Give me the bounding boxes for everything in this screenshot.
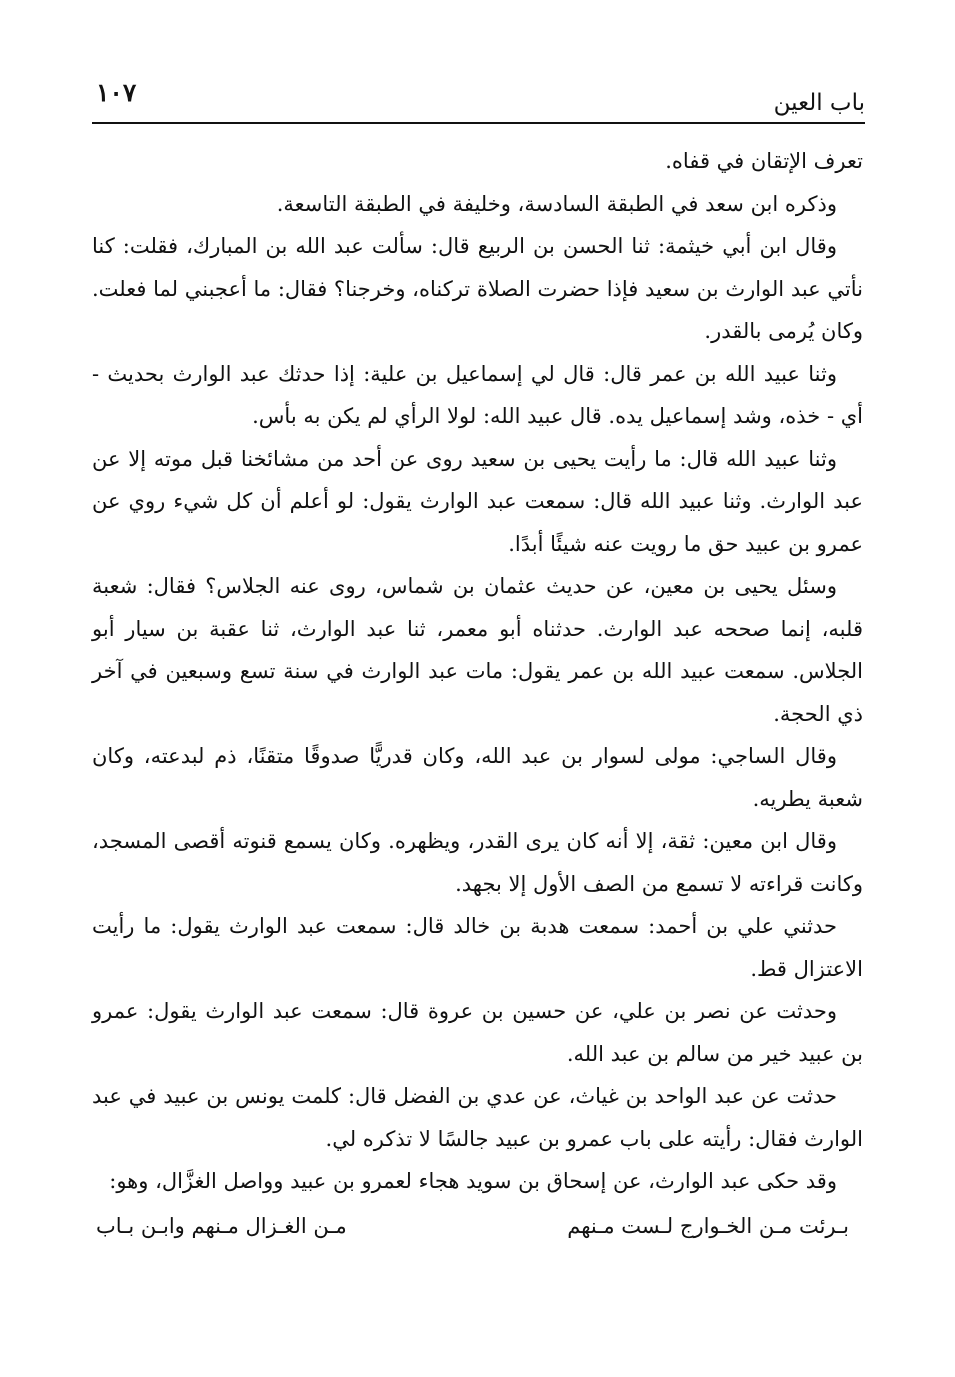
- paragraph: وثنا عبيد الله قال: ما رأيت يحيى بن سعيد روى عن أحد من مشائخنا قبل موته إلا عن عبد الوارث. وثنا عبيد الله قال: سمعت عبد الوارث يقول: لو أعلم أن كل شيء روي عن عمرو بن عبيد حق ما رويت عنه شيئًا أبدًا.: [92, 446, 863, 556]
- poem-verse: [92, 1205, 863, 1248]
- paragraph: حدثني علي بن أحمد: سمعت هدبة بن خالد قال: سمعت عبد الوارث يقول: ما رأيت الاعتزال قط.: [92, 914, 863, 981]
- paragraph: وقد حكى عبد الوارث، عن إسحاق بن سويد هجاء لعمرو بن عبيد وواصل الغزَّال، وهو:: [109, 1169, 837, 1193]
- verse-first-hemistich: بـرئت مـن الخـوارج لـست مـنهم: [567, 1213, 849, 1238]
- section-title: باب العين: [773, 90, 865, 116]
- paragraph: وسئل يحيى بن معين، عن حديث عثمان بن شماس، روى عنه الجلاس؟ فقال: شعبة قلبه، إنما صححه عبد الوارث. حدثناه أبو معمر، ثنا عبد الوارث، ثنا عقبة بن سيار أبو الجلاس. سمعت عبيد الله بن عمر يقول: مات عبد الوارث في سنة تسع وسبعين في آخر ذي الحجة.: [92, 574, 863, 726]
- paragraph: تعرف الإتقان في قفاه.: [665, 149, 863, 173]
- verse-second-hemistich: مـن الغـزال مـنهم وابـن بـاب: [96, 1213, 347, 1238]
- paragraph: وذكره ابن سعد في الطبقة السادسة، وخليفة في الطبقة التاسعة.: [276, 191, 837, 216]
- body-text: [92, 140, 863, 1247]
- paragraph: وقال الساجي: مولى لسوار بن عبد الله، وكان قدريًّا صدوقًا متقنًا، ذم لبدعته، وكان شعبة يطريه.: [92, 744, 863, 811]
- paragraph: وقال ابن معين: ثقة، إلا أنه كان يرى القدر، ويظهره. وكان يسمع قنوته أقصى المسجد، وكانت قراءته لا تسمع من الصف الأول إلا بجهد.: [92, 829, 863, 896]
- page-number: ١٠٧: [96, 78, 137, 107]
- paragraph: وحدثت عن نصر بن علي، عن حسين بن عروة قال: سمعت عبد الوارث يقول: عمرو بن عبيد خير من سالم بن عبد الله.: [92, 999, 863, 1066]
- paragraph: وثنا عبيد الله بن عمر قال: قال لي إسماعيل بن علية: إذا حدثك عبد الوارث بحديث - أي - خذه، وشد إسماعيل يده. قال عبيد الله: لولا الرأي لم يكن به بأس.: [92, 361, 863, 428]
- paragraph: حدثت عن عبد الواحد بن غياث، عن عدي بن الفضل قال: كلمت يونس بن عبيد في عبد الوارث فقال: رأيته على باب عمرو بن عبيد جالسًا لا تذكره لي.: [92, 1084, 863, 1151]
- paragraph: وقال ابن أبي خيثمة: ثنا الحسن بن الربيع قال: سألت عبد الله بن المبارك، فقلت: كنا نأتي عبد الوارث بن سعيد فإذا حضرت الصلاة تركناه، وخرجنا؟ فقال: ما أعجبني لما فعلت. وكان يُرمى بالقدر.: [92, 234, 863, 343]
- page-header: [92, 78, 865, 124]
